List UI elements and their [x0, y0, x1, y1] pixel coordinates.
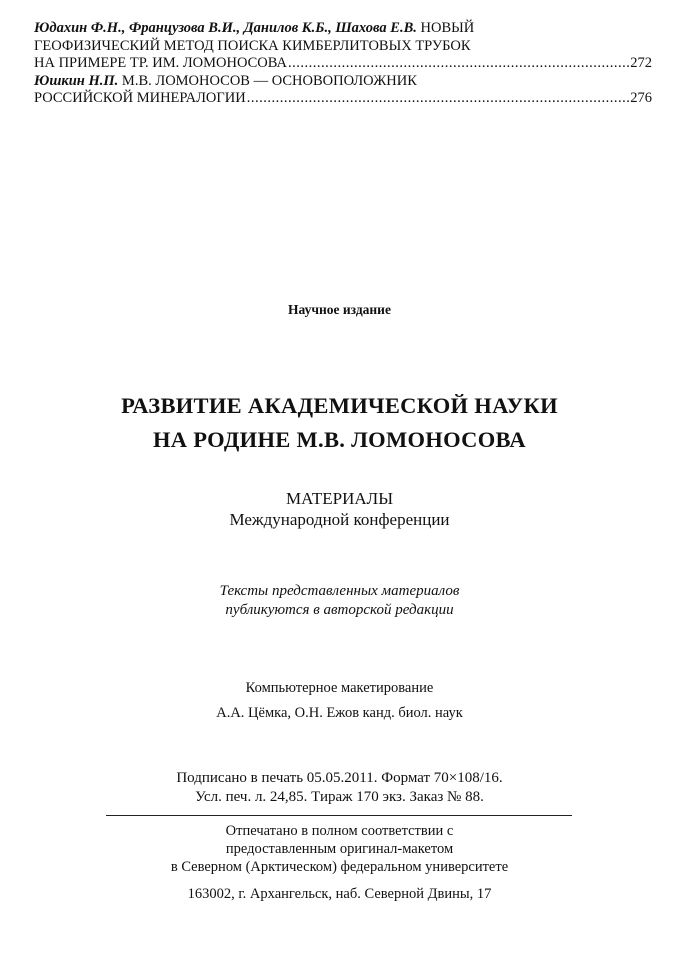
toc-authors: Юдахин Ф.Н., Французова В.И., Данилов К.Б., Шахова Е.В.: [34, 20, 417, 36]
book-title-line: НА РОДИНЕ М.В. ЛОМОНОСОВА: [153, 427, 526, 452]
printed-line: предоставленным оригинал-макетом: [225, 841, 454, 857]
editorial-note-line: Тексты представленных материалов: [219, 583, 460, 599]
toc-entry-yushkin: [34, 73, 652, 108]
printed-statement: [0, 822, 679, 876]
toc-entry-first-line: [34, 20, 652, 38]
toc-page-number: 272: [630, 55, 652, 71]
print-info-line: Подписано в печать 05.05.2011. Формат 70×108/16.: [176, 770, 503, 786]
publisher-address: 163002, г. Архангельск, наб. Северной Двины, 17: [187, 886, 492, 902]
toc-title-line: РОССИЙСКОЙ МИНЕРАЛОГИИ: [34, 90, 246, 106]
toc-dot-leader: [288, 55, 629, 73]
book-title: [0, 389, 679, 457]
editorial-note-line: публикуются в авторской редакции: [225, 602, 454, 618]
toc-leader-line: [34, 90, 652, 108]
toc-entry-first-line: [34, 73, 652, 91]
toc-title-line: НА ПРИМЕРЕ ТР. ИМ. ЛОМОНОСОВА: [34, 55, 288, 71]
materials-line: Международной конференции: [229, 510, 450, 529]
toc-authors: Юшкин Н.П.: [34, 72, 119, 89]
editorial-note: [0, 582, 679, 620]
toc-title-line: ГЕОФИЗИЧЕСКИЙ МЕТОД ПОИСКА КИМБЕРЛИТОВЫХ ТРУБОК: [34, 37, 471, 54]
horizontal-divider: [106, 815, 572, 816]
toc-entry-yudakhin: [34, 20, 652, 73]
printed-line: Отпечатано в полном соответствии с: [225, 823, 454, 839]
materials-subtitle: [0, 488, 679, 530]
toc-leader-line: [34, 55, 652, 73]
layout-names: А.А. Цёмка, О.Н. Ежов канд. биол. наук: [216, 705, 463, 721]
table-of-contents: [34, 20, 652, 108]
printed-line: в Северном (Арктическом) федеральном университете: [170, 859, 509, 875]
toc-page-number: 276: [630, 90, 652, 106]
toc-title-line: М.В. ЛОМОНОСОВ — ОСНОВОПОЛОЖНИК: [118, 72, 417, 89]
layout-label: Компьютерное макетирование: [245, 680, 434, 696]
materials-line: МАТЕРИАЛЫ: [285, 489, 394, 508]
toc-dot-leader: [247, 90, 630, 108]
toc-title-line: НОВЫЙ: [416, 20, 475, 36]
print-info-line: Усл. печ. л. 24,85. Тираж 170 экз. Заказ № 88.: [195, 789, 484, 805]
edition-type: Научное издание: [288, 302, 391, 317]
book-title-line: РАЗВИТИЕ АКАДЕМИЧЕСКОЙ НАУКИ: [121, 393, 558, 418]
